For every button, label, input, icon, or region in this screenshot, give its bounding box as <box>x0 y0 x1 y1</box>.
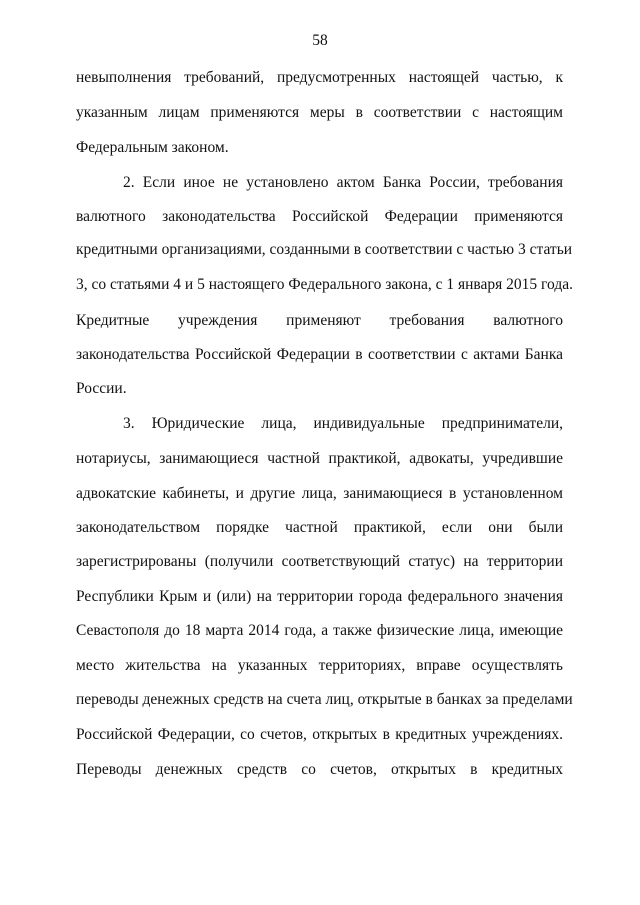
text-line: Российской Федерации, со счетов, открытых в кредитных учреждениях. <box>76 726 563 743</box>
text-line: 3, со статьями 4 и 5 настоящего Федерального закона, с 1 января 2015 года. <box>76 276 573 293</box>
text-line: зарегистрированы (получили соответствующий статус) на территории <box>76 553 563 570</box>
text-line: указанным лицам применяются меры в соответствии с настоящим <box>76 104 563 121</box>
text-line: кредитными организациями, созданными в соответствии с частью 3 статьи <box>76 241 573 258</box>
text-line: валютного законодательства Российской Федерации применяются <box>76 208 563 225</box>
text-line: Переводы денежных средств со счетов, открытых в кредитных <box>76 761 563 778</box>
text-line: законодательством порядке частной практикой, если они были <box>76 519 563 536</box>
text-line: Кредитные учреждения применяют требования валютного <box>76 312 563 329</box>
text-line: Республики Крым и (или) на территории города федерального значения <box>76 588 563 605</box>
text-line: адвокатские кабинеты, и другие лица, занимающиеся в установленном <box>76 485 563 502</box>
text-line: 3. Юридические лица, индивидуальные предприниматели, <box>123 415 563 432</box>
page-number: 58 <box>312 32 328 49</box>
text-line: Федеральным законом. <box>76 139 229 156</box>
text-line: Севастополя до 18 марта 2014 года, а также физические лица, имеющие <box>76 622 563 639</box>
text-line: переводы денежных средств на счета лиц, открытые в банках за пределами <box>76 691 573 708</box>
text-line: место жительства на указанных территориях, вправе осуществлять <box>76 657 563 674</box>
text-line: нотариусы, занимающиеся частной практикой, адвокаты, учредившие <box>76 450 563 467</box>
text-line: невыполнения требований, предусмотренных настоящей частью, к <box>76 69 563 86</box>
text-line: 2. Если иное не установлено актом Банка России, требования <box>123 174 563 191</box>
text-line: законодательства Российской Федерации в соответствии с актами Банка <box>76 346 563 363</box>
text-line: России. <box>76 380 127 397</box>
